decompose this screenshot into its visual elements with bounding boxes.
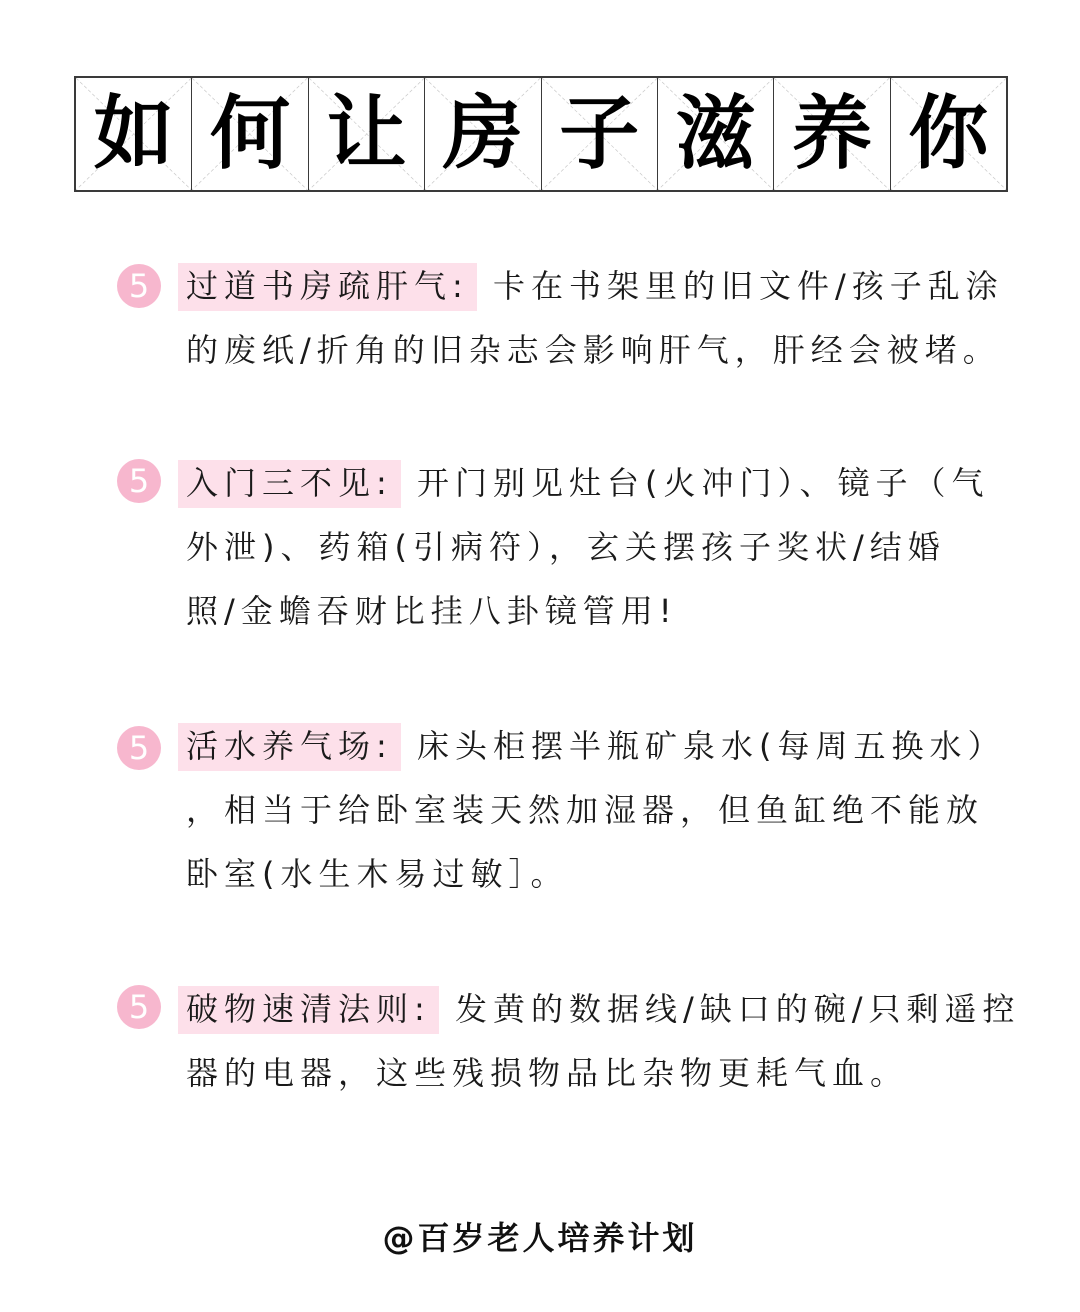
tip-heading: 入门三不见: — [178, 460, 401, 508]
tip-line: 器的电器，这些残损物品比杂物更耗气血。 — [186, 1054, 909, 1092]
number-badge: 5 — [117, 726, 161, 770]
number-badge: 5 — [117, 985, 161, 1029]
tip-line: 外泄)、药箱(引病符），玄关摆孩子奖状/结婚 — [186, 528, 946, 566]
tip-line: ，相当于给卧室装天然加湿器，但鱼缸绝不能放 — [186, 791, 985, 829]
tip-line — [186, 714, 1006, 778]
number-badge: 5 — [117, 264, 161, 308]
title-char: 养 — [791, 87, 872, 180]
tip-line: 卧室(水生木易过敏］。 — [186, 855, 569, 893]
tip-line: 的废纸/折角的旧杂志会影响肝气，肝经会被堵。 — [186, 331, 1001, 369]
tip-heading: 破物速清法则: — [178, 986, 439, 1034]
tip-line-rest: 卡在书架里的旧文件/孩子乱涂 — [476, 267, 1004, 305]
tip-heading: 活水养气场: — [178, 723, 401, 771]
title-cell — [891, 78, 1006, 190]
title-char: 房 — [442, 87, 523, 180]
tip-line: 照/金蟾吞财比挂八卦镜管用! — [186, 592, 678, 630]
title-char: 如 — [93, 87, 174, 180]
tip-line — [186, 254, 1004, 318]
author-handle: @百岁老人培养计划 — [382, 1219, 698, 1257]
title-char: 何 — [210, 87, 291, 180]
title-char: 让 — [326, 87, 407, 180]
tip-line — [186, 977, 1021, 1041]
tip-line-rest: 开门别见灶台(火冲门）、镜子（气 — [400, 464, 990, 502]
number-badge: 5 — [117, 459, 161, 503]
tip-text — [186, 714, 1006, 906]
title-cell — [309, 78, 425, 190]
title-cell — [774, 78, 890, 190]
title-cell — [192, 78, 308, 190]
title-cell — [658, 78, 774, 190]
tip-line — [186, 451, 990, 515]
title-grid — [74, 76, 1008, 192]
tip-heading: 过道书房疏肝气: — [178, 263, 477, 311]
title-char: 子 — [559, 87, 640, 180]
title-char: 滋 — [675, 87, 756, 180]
tip-line-rest: 床头柜摆半瓶矿泉水(每周五换水） — [400, 727, 1006, 765]
title-char: 你 — [908, 87, 989, 180]
title-cell — [542, 78, 658, 190]
title-cell — [425, 78, 541, 190]
tip-text — [186, 977, 1021, 1105]
tip-line-rest: 发黄的数据线/缺口的碗/只剩遥控 — [438, 990, 1021, 1028]
title-cell — [76, 78, 192, 190]
tip-text — [186, 451, 990, 643]
tip-text — [186, 254, 1004, 382]
